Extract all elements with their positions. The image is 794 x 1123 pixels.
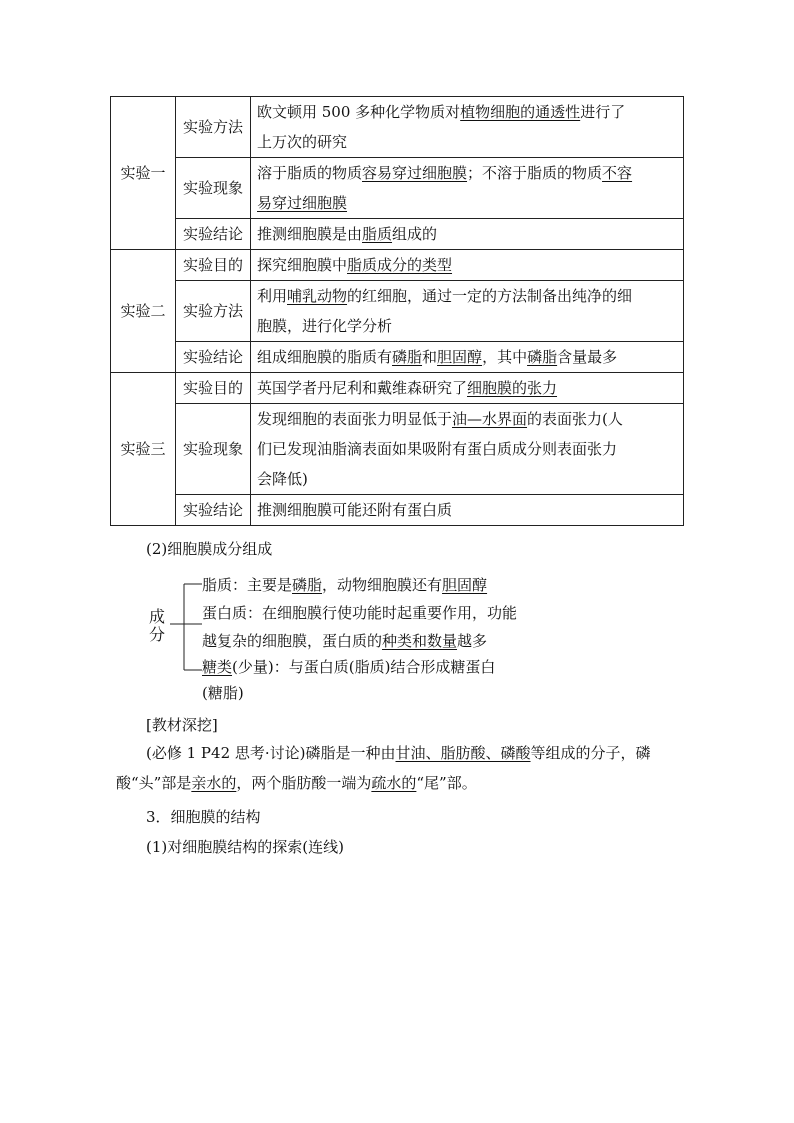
textbook-paragraph bbox=[116, 738, 686, 798]
cell-text: 组成细胞膜的脂质有 bbox=[257, 348, 393, 366]
textbook-text: ，两个脂肪酸一端为 bbox=[236, 774, 372, 792]
cell-text: 会降低) bbox=[257, 470, 308, 488]
textbook-text: “尾”部。 bbox=[416, 774, 477, 792]
row-label: 实验现象 bbox=[176, 158, 251, 219]
section-3-subtitle: (1)对细胞膜结构的探索(连线) bbox=[146, 838, 344, 856]
composition-underlined-text: 种类和数量 bbox=[382, 632, 458, 650]
row-content bbox=[251, 404, 684, 495]
cell-underlined-text: 细胞膜的张力 bbox=[467, 379, 558, 397]
cell-text: 推测细胞膜是由 bbox=[257, 225, 363, 243]
membrane-composition bbox=[148, 572, 608, 704]
cell-text: 欧文顿用 500 多种化学物质对 bbox=[257, 103, 461, 121]
cell-text: ，其中 bbox=[482, 348, 528, 366]
row-content bbox=[251, 97, 684, 158]
cell-text: 溶于脂质的物质 bbox=[257, 164, 363, 182]
cell-text: ；不溶于脂质的物质 bbox=[467, 164, 603, 182]
cell-text: 胞膜，进行化学分析 bbox=[257, 317, 393, 335]
cell-text: 的红细胞，通过一定的方法制备出纯净的细 bbox=[347, 287, 633, 305]
row-content bbox=[251, 373, 684, 404]
cell-underlined-text: 容易穿过细胞膜 bbox=[362, 164, 468, 182]
section-3-title: 3．细胞膜的结构 bbox=[146, 808, 261, 826]
cell-text: 上万次的研究 bbox=[257, 133, 348, 151]
cell-text: 英国学者丹尼利和戴维森研究了 bbox=[257, 379, 468, 397]
cell-text: 探究细胞膜中 bbox=[257, 256, 348, 274]
cell-text: 的表面张力(人 bbox=[527, 410, 623, 428]
experiment-table bbox=[110, 96, 684, 526]
row-label: 实验方法 bbox=[176, 281, 251, 342]
table-row bbox=[111, 404, 684, 495]
composition-protein bbox=[202, 602, 517, 623]
row-label: 实验结论 bbox=[176, 342, 251, 373]
cell-text: 含量最多 bbox=[557, 348, 618, 366]
cell-underlined-text: 胆固醇 bbox=[437, 348, 483, 366]
row-label: 实验方法 bbox=[176, 97, 251, 158]
cell-underlined-text: 油—水界面 bbox=[452, 410, 528, 428]
cell-text: 和 bbox=[422, 348, 438, 366]
textbook-underlined-text: 亲水的 bbox=[191, 774, 237, 792]
row-content bbox=[251, 219, 684, 250]
table-row bbox=[111, 495, 684, 526]
composition-text: ，动物细胞膜还有 bbox=[322, 576, 443, 594]
composition-protein-cont bbox=[202, 630, 487, 651]
row-label: 实验结论 bbox=[176, 495, 251, 526]
row-label: 实验目的 bbox=[176, 373, 251, 404]
cell-text: 进行了 bbox=[580, 103, 626, 121]
cell-underlined-text: 哺乳动物 bbox=[287, 287, 348, 305]
cell-underlined-text: 易穿过细胞膜 bbox=[257, 194, 348, 212]
cell-underlined-text: 植物细胞的通透性 bbox=[460, 103, 581, 121]
cell-text: 们已发现油脂滴表面如果吸附有蛋白质成分则表面张力 bbox=[257, 440, 618, 458]
textbook-underlined-text: 甘油、脂肪酸、磷酸 bbox=[395, 744, 531, 762]
table-row bbox=[111, 219, 684, 250]
table-row bbox=[111, 158, 684, 219]
textbook-underlined-text: 疏水的 bbox=[371, 774, 417, 792]
cell-text: 利用 bbox=[257, 287, 288, 305]
table-row bbox=[111, 97, 684, 158]
table-row bbox=[111, 373, 684, 404]
cell-text: 发现细胞的表面张力明显低于 bbox=[257, 410, 453, 428]
textbook-text: 等组成的分子，磷 bbox=[530, 744, 651, 762]
row-label: 实验现象 bbox=[176, 404, 251, 495]
composition-text: 蛋白质：在细胞膜行使功能时起重要作用，功能 bbox=[202, 604, 518, 622]
row-content bbox=[251, 342, 684, 373]
experiment-name: 实验二 bbox=[111, 250, 176, 373]
section-2-title: (2)细胞膜成分组成 bbox=[146, 540, 273, 558]
composition-label: 成分 bbox=[148, 607, 165, 644]
composition-text: (糖脂) bbox=[202, 684, 244, 702]
table-row bbox=[111, 342, 684, 373]
table-row bbox=[111, 250, 684, 281]
cell-underlined-text: 脂质成分的类型 bbox=[347, 256, 453, 274]
cell-text: 推测细胞膜可能还附有蛋白质 bbox=[257, 501, 453, 519]
composition-sugar-cont bbox=[202, 682, 244, 703]
composition-text: 越复杂的细胞膜，蛋白质的 bbox=[202, 632, 383, 650]
cell-text: 组成的 bbox=[392, 225, 438, 243]
textbook-text: (必修 1 P42 思考·讨论)磷脂是一种由 bbox=[146, 744, 396, 762]
cell-underlined-text: 磷脂 bbox=[527, 348, 558, 366]
composition-underlined-text: 磷脂 bbox=[292, 576, 323, 594]
experiment-name: 实验一 bbox=[111, 97, 176, 250]
row-content bbox=[251, 281, 684, 342]
row-label: 实验目的 bbox=[176, 250, 251, 281]
composition-underlined-text: 胆固醇 bbox=[442, 576, 488, 594]
cell-underlined-text: 不容 bbox=[602, 164, 633, 182]
row-label: 实验结论 bbox=[176, 219, 251, 250]
textbook-heading: [教材深挖] bbox=[146, 716, 218, 734]
composition-text: (少量)：与蛋白质(脂质)结合形成糖蛋白 bbox=[232, 658, 496, 676]
row-content bbox=[251, 495, 684, 526]
row-content bbox=[251, 158, 684, 219]
table-row bbox=[111, 281, 684, 342]
composition-lipid bbox=[202, 574, 487, 595]
composition-underlined-text: 糖类 bbox=[202, 658, 233, 676]
cell-underlined-text: 脂质 bbox=[362, 225, 393, 243]
composition-text: 脂质：主要是 bbox=[202, 576, 293, 594]
row-content bbox=[251, 250, 684, 281]
cell-underlined-text: 磷脂 bbox=[392, 348, 423, 366]
textbook-text: 酸“头”部是 bbox=[116, 774, 192, 792]
composition-sugar bbox=[202, 656, 495, 677]
experiment-name: 实验三 bbox=[111, 373, 176, 526]
composition-text: 越多 bbox=[457, 632, 488, 650]
